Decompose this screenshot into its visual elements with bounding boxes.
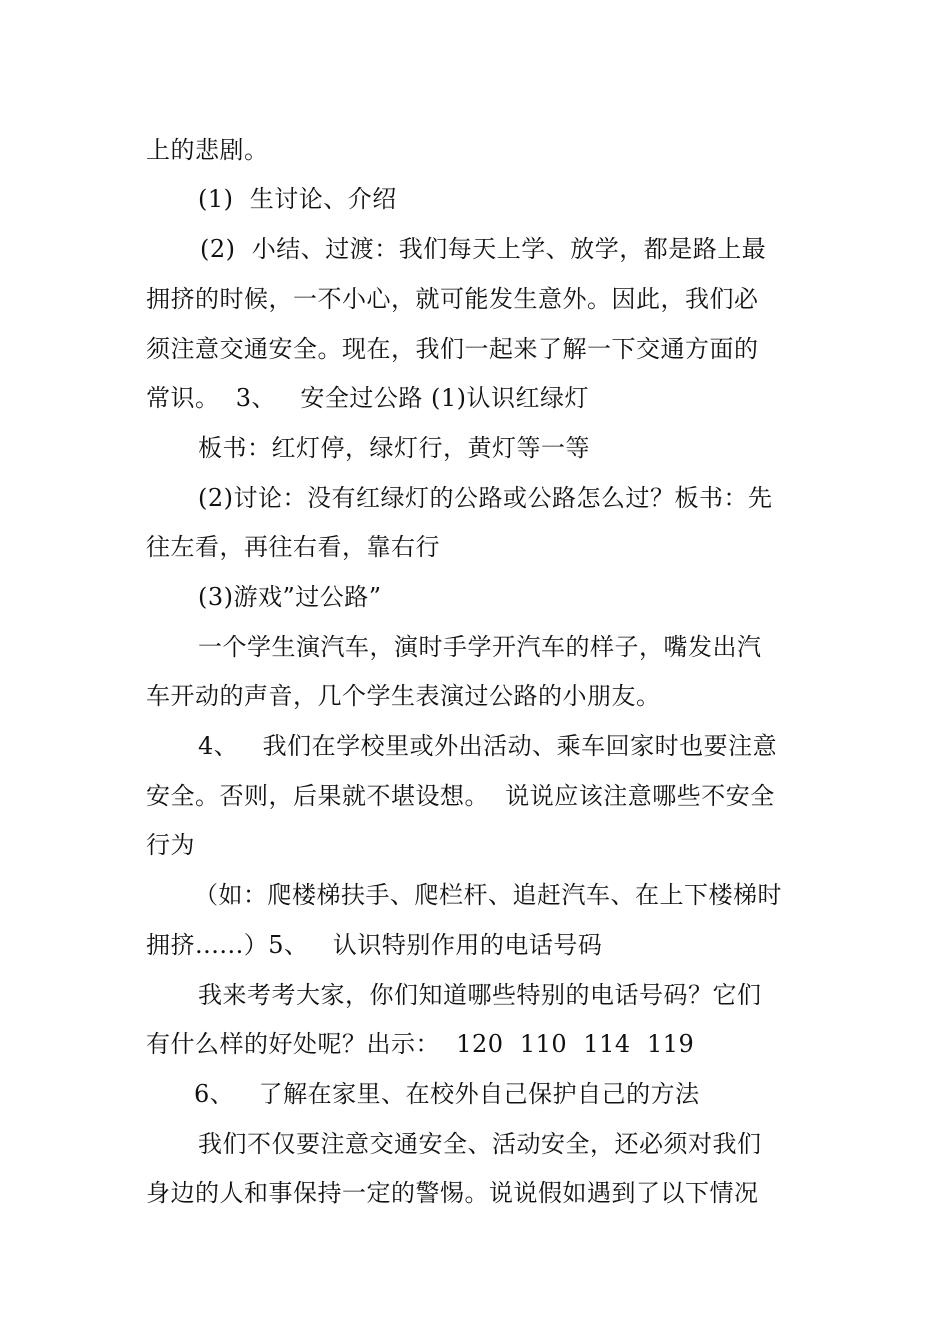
- text-line: 我来考考大家，你们知道哪些特别的电话号码？它们: [198, 981, 762, 1009]
- text-line: 我们不仅要注意交通安全、活动安全，还必须对我们: [198, 1130, 762, 1158]
- text-line: 车开动的声音，几个学生表演过公路的小朋友。: [146, 682, 661, 710]
- text-line: 6、 了解在家里、在校外自己保护自己的方法: [194, 1080, 700, 1108]
- text-line: （如：爬楼梯扶手、爬栏杆、追赶汽车、在上下楼梯时: [194, 881, 782, 909]
- text-line: 板书：红灯停，绿灯行，黄灯等一等: [198, 434, 590, 462]
- text-line: 须注意交通安全。现在，我们一起来了解一下交通方面的: [146, 335, 759, 363]
- text-line: 行为: [146, 831, 195, 859]
- text-line: 身边的人和事保持一定的警惕。说说假如遇到了以下情况: [146, 1179, 759, 1207]
- text-line: 安全。否则，后果就不堪设想。 说说应该注意哪些不安全: [146, 782, 775, 810]
- text-line: (2) 小结、过渡：我们每天上学、放学，都是路上最: [200, 235, 767, 263]
- text-line: (2)讨论：没有红绿灯的公路或公路怎么过？板书：先: [198, 484, 773, 512]
- text-line: (1) 生讨论、介绍: [198, 185, 397, 213]
- text-line: 往左看，再往右看，靠右行: [146, 533, 440, 561]
- text-line: 一个学生演汽车，演时手学开汽车的样子，嘴发出汽: [198, 633, 762, 661]
- text-line: 4、 我们在学校里或外出活动、乘车回家时也要注意: [198, 732, 778, 760]
- text-line: 拥挤......）5、 认识特别作用的电话号码: [146, 931, 603, 959]
- text-line: 常识。 3、 安全过公路 (1)认识红绿灯: [146, 384, 590, 412]
- text-line: 上的悲剧。: [146, 136, 269, 164]
- text-line: 有什么样的好处呢？出示： 120 110 114 119: [146, 1030, 695, 1058]
- text-line: (3)游戏”过公路”: [198, 583, 382, 611]
- text-line: 拥挤的时候，一不小心，就可能发生意外。因此，我们必: [146, 285, 759, 313]
